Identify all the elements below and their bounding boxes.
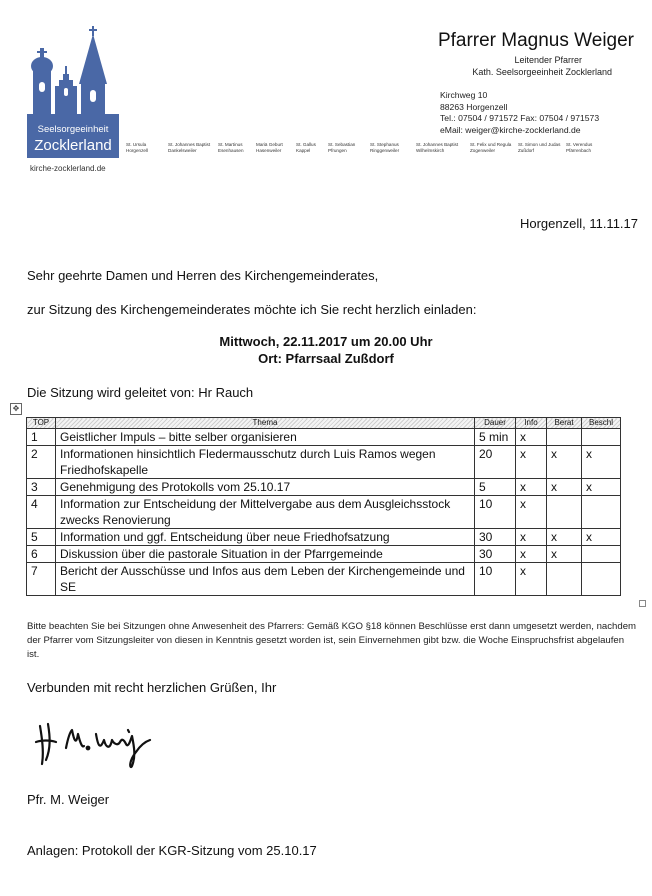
legal-note: Bitte beachten Sie bei Sitzungen ohne Anwesenheit des Pfarrers: Gemäß KGO §18 können Beschlüsse erst dann umgesetzt werden, nachdem der Pfarrer vom Sitzungsleiter von diesen in Kenntnis gesetzt worden ist, sein Einvernehmen gibt bzw. die Woche Einspruchsfrist abgelaufen ist.: [27, 621, 637, 660]
cell-info: x: [516, 429, 547, 446]
cell-top: 6: [27, 546, 56, 563]
parish-item: St. Sebastian Pfrungen: [328, 142, 356, 153]
header-berat: Berat: [547, 418, 582, 429]
cell-dauer: 20: [475, 446, 516, 479]
parish-item: St. Gallus Kappel: [296, 142, 316, 153]
parish-item: St. Stephanus Ringgenweiler: [370, 142, 400, 153]
logo-url: kirche-zocklerland.de: [30, 164, 106, 173]
cell-thema: Bericht der Ausschüsse und Infos aus dem Leben der Kirchengemeinde und SE: [56, 563, 475, 596]
closing-text: Verbunden mit recht herzlichen Grüßen, Ihr: [27, 680, 277, 695]
header-top: TOP: [27, 418, 56, 429]
cell-berat: x: [547, 479, 582, 496]
cell-info: x: [516, 479, 547, 496]
cell-thema: Information und ggf. Entscheidung über neue Friedhofsatzung: [56, 529, 475, 546]
header-dauer: Dauer: [475, 418, 516, 429]
signature-icon: [32, 712, 162, 772]
cell-top: 7: [27, 563, 56, 596]
cell-beschl: x: [582, 529, 621, 546]
cell-beschl: x: [582, 479, 621, 496]
cell-dauer: 10: [475, 496, 516, 529]
date-place: Horgenzell, 11.11.17: [519, 216, 638, 231]
cell-dauer: 5: [475, 479, 516, 496]
cell-beschl: [582, 429, 621, 446]
cell-dauer: 30: [475, 529, 516, 546]
cell-berat: [547, 496, 582, 529]
cell-berat: [547, 563, 582, 596]
signer-name: Pfr. M. Weiger: [27, 792, 110, 807]
logo-line1: Seelsorgeeinheit: [37, 124, 109, 135]
address-city: 88263 Horgenzell: [440, 101, 508, 112]
cell-info: x: [516, 496, 547, 529]
cell-thema: Geistlicher Impuls – bitte selber organisieren: [56, 429, 475, 446]
cell-info: x: [516, 546, 547, 563]
parish-item: Mariä Geburt Hasenweiler: [256, 142, 283, 153]
parish-item: St. Simon und Judas Zußdorf: [518, 142, 561, 153]
cell-top: 1: [27, 429, 56, 446]
cell-beschl: [582, 563, 621, 596]
parish-logo: [27, 26, 119, 158]
cell-info: x: [516, 446, 547, 479]
cell-dauer: 30: [475, 546, 516, 563]
pastor-role: Leitender Pfarrer: [514, 55, 582, 65]
pastor-name: Pfarrer Magnus Weiger: [437, 30, 634, 51]
table-row: [27, 496, 621, 529]
cell-beschl: x: [582, 446, 621, 479]
cell-dauer: 5 min: [475, 429, 516, 446]
salutation: Sehr geehrte Damen und Herren des Kirchengemeinderates,: [27, 268, 379, 283]
pastor-unit: Kath. Seelsorgeeinheit Zocklerland: [472, 67, 612, 77]
address-street: Kirchweg 10: [440, 90, 488, 100]
table-row: [27, 446, 621, 479]
intro-text: zur Sitzung des Kirchengemeinderates möchte ich Sie recht herzlich einladen:: [27, 302, 477, 317]
cell-top: 3: [27, 479, 56, 496]
cell-beschl: [582, 546, 621, 563]
attachments: Anlagen: Protokoll der KGR-Sitzung vom 25.10.17: [27, 843, 317, 858]
table-move-handle-icon[interactable]: ✥: [10, 403, 22, 415]
church-silhouette-icon: [27, 26, 119, 158]
cell-thema: Diskussion über die pastorale Situation in der Pfarrgemeinde: [56, 546, 475, 563]
cell-berat: x: [547, 546, 582, 563]
cell-berat: [547, 429, 582, 446]
meeting-date: Mittwoch, 22.11.2017 um 20.00 Uhr: [219, 334, 433, 349]
parish-item: St. Ursula Horgenzell: [126, 142, 148, 153]
parish-list: [126, 142, 636, 162]
cell-beschl: [582, 496, 621, 529]
cell-thema: Information zur Entscheidung der Mittelvergabe aus dem Ausgleichsstock zwecks Renovierung: [56, 496, 475, 529]
parish-item: St. Martinus Esenhausen: [218, 142, 244, 153]
cell-thema: Genehmigung des Protokolls vom 25.10.17: [56, 479, 475, 496]
agenda-table: [26, 417, 621, 596]
cell-top: 4: [27, 496, 56, 529]
address-phone: Tel.: 07504 / 971572 Fax: 07504 / 971573: [440, 113, 600, 123]
agenda-header-row: [27, 418, 621, 429]
parish-item: St. Verendus Pfärrenbach: [566, 142, 593, 153]
cell-dauer: 10: [475, 563, 516, 596]
table-row: [27, 546, 621, 563]
logo-line2: Zocklerland: [34, 137, 112, 154]
table-row: [27, 563, 621, 596]
cell-info: x: [516, 529, 547, 546]
cell-top: 5: [27, 529, 56, 546]
table-row: [27, 429, 621, 446]
parish-item: St. Johannes Baptist Wilhelmskirch: [416, 142, 459, 153]
address-block: [440, 90, 599, 136]
table-row: [27, 529, 621, 546]
header-beschl: Beschl: [582, 418, 621, 429]
cell-berat: x: [547, 529, 582, 546]
cell-top: 2: [27, 446, 56, 479]
cell-info: x: [516, 563, 547, 596]
meeting-chair: Die Sitzung wird geleitet von: Hr Rauch: [27, 385, 254, 400]
table-resize-handle[interactable]: [639, 600, 646, 607]
parish-item: St. Felix und Regula Zogenweiler: [470, 142, 512, 153]
address-email[interactable]: eMail: weiger@kirche-zocklerland.de: [440, 124, 581, 135]
header-info: Info: [516, 418, 547, 429]
meeting-place: Ort: Pfarrsaal Zußdorf: [258, 351, 394, 366]
handwritten-signature: [32, 712, 162, 772]
cell-berat: x: [547, 446, 582, 479]
header-thema: Thema: [56, 418, 475, 429]
cell-thema: Informationen hinsichtlich Fledermausschutz durch Luis Ramos wegen Friedhofskapelle: [56, 446, 475, 479]
table-row: [27, 479, 621, 496]
parish-item: St. Johannes Baptist Dankelsweiler: [168, 142, 211, 153]
